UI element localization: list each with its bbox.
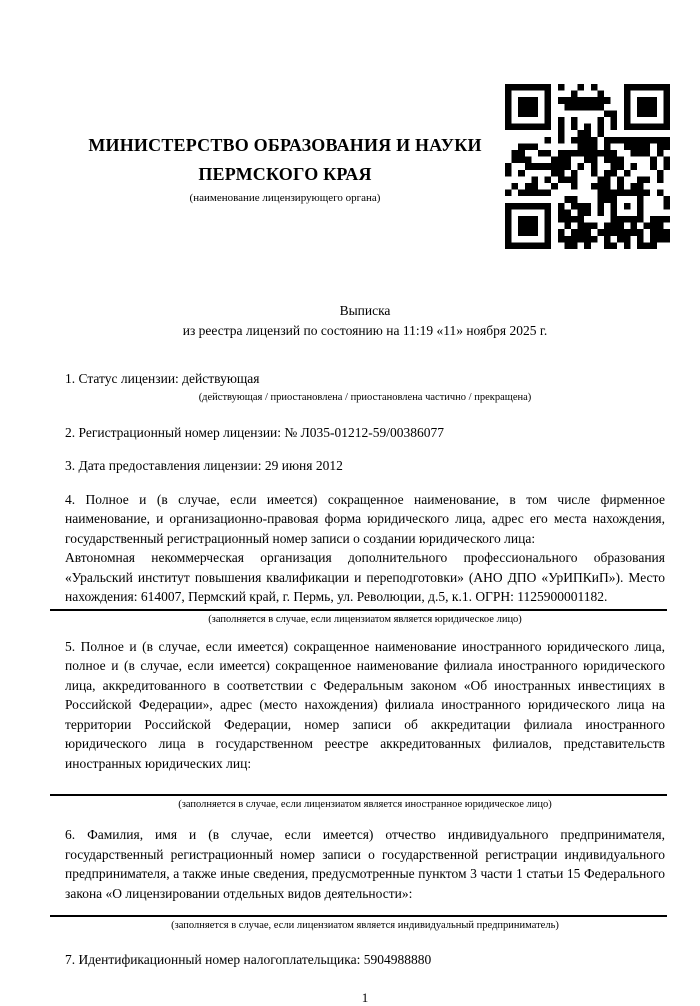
legal-entity-value: Автономная некоммерческая организация дополнительного профессионального образования «Уральский институт повышения квалификации и переподготовки» (АНО ДПО «УрИПКиП»). Место нахождения: 614007, Пермский край, г. Пермь, ул. Революции, д.5, к.1. ОГРН: 1125900001182. <box>65 550 665 604</box>
document-title-line2: из реестра лицензий по состоянию на 11:19 «11» ноября 2025 г. <box>182 323 548 338</box>
taxpayer-number-item: 7. Идентификационный номер налогоплательщика: 5904988880 <box>65 952 432 967</box>
foreign-entity-label: 5. Полное и (в случае, если имеется) сокращенное наименование иностранного юридического лица, полное и (в случае, если имеется) сокращенное наименование филиала иностранного юридического лица, аккредитованного в соответствии с Федеральным законом «Об иностранных инвестициях в Российской Федерации», адрес (место нахождения) филиала иностранного юридического лица на территории Российской Федерации, номер записи об аккредитации филиала иностранного юридического лица в государственном реестре аккредитованных филиалов, представительств иностранных юридических лиц: <box>65 638 665 771</box>
document-title-line1: Выписка <box>339 303 391 318</box>
licensing-authority-caption: (наименование лицензирующего органа) <box>189 192 381 204</box>
license-status-options-note: (действующая / приостановлена / приостановлена частично / прекращена) <box>198 391 532 403</box>
separator-line <box>50 609 667 611</box>
document-body <box>0 301 700 1006</box>
license-status-item: 1. Статус лицензии: действующая <box>65 371 260 386</box>
legal-entity-label: 4. Полное и (в случае, если имеется) сокращенное наименование, в том числе фирменное наименование, и организационно-правовая форма юридического лица, адрес его места нахождения, государственный регистрационный номер записи о создании юридического лица: <box>65 491 665 546</box>
entrepreneur-value <box>65 903 665 915</box>
legal-entity-fill-note: (заполняется в случае, если лицензиатом является юридическое лицо) <box>208 613 522 625</box>
foreign-entity-fill-note: (заполняется в случае, если лицензиатом является иностранное юридическое лицо) <box>178 799 552 810</box>
entrepreneur-item <box>65 825 665 932</box>
qr-code-icon <box>505 84 670 249</box>
foreign-entity-value <box>65 773 665 794</box>
entrepreneur-fill-note: (заполняется в случае, если лицензиатом является индивидуальный предприниматель) <box>171 920 559 931</box>
document-title <box>65 301 665 341</box>
license-grant-date-item: 3. Дата предоставления лицензии: 29 июня 2012 <box>65 458 343 473</box>
legal-entity-item <box>65 490 665 626</box>
ministry-name-line1: МИНИСТЕРСТВО ОБРАЗОВАНИЯ И НАУКИ <box>88 135 482 155</box>
separator-line <box>50 794 667 796</box>
entrepreneur-label: 6. Фамилия, имя и (в случае, если имеется) отчество индивидуального предпринимателя, государственный регистрационный номер записи о государственной регистрации индивидуального предпринимателя, а также иные сведения, предусмотренные пунктом 3 части 1 статьи 15 Федерального закона «О лицензировании отдельных видов деятельности»: <box>65 827 665 901</box>
document-header <box>0 0 700 249</box>
ministry-name-line2: ПЕРМСКОГО КРАЯ <box>198 164 372 184</box>
separator-line <box>50 915 667 917</box>
foreign-entity-item <box>65 637 665 812</box>
licensing-authority-block <box>65 84 505 205</box>
page-number: 1 <box>361 989 369 1005</box>
registration-number-item: 2. Регистрационный номер лицензии: № Л035-01212-59/00386077 <box>65 424 445 440</box>
